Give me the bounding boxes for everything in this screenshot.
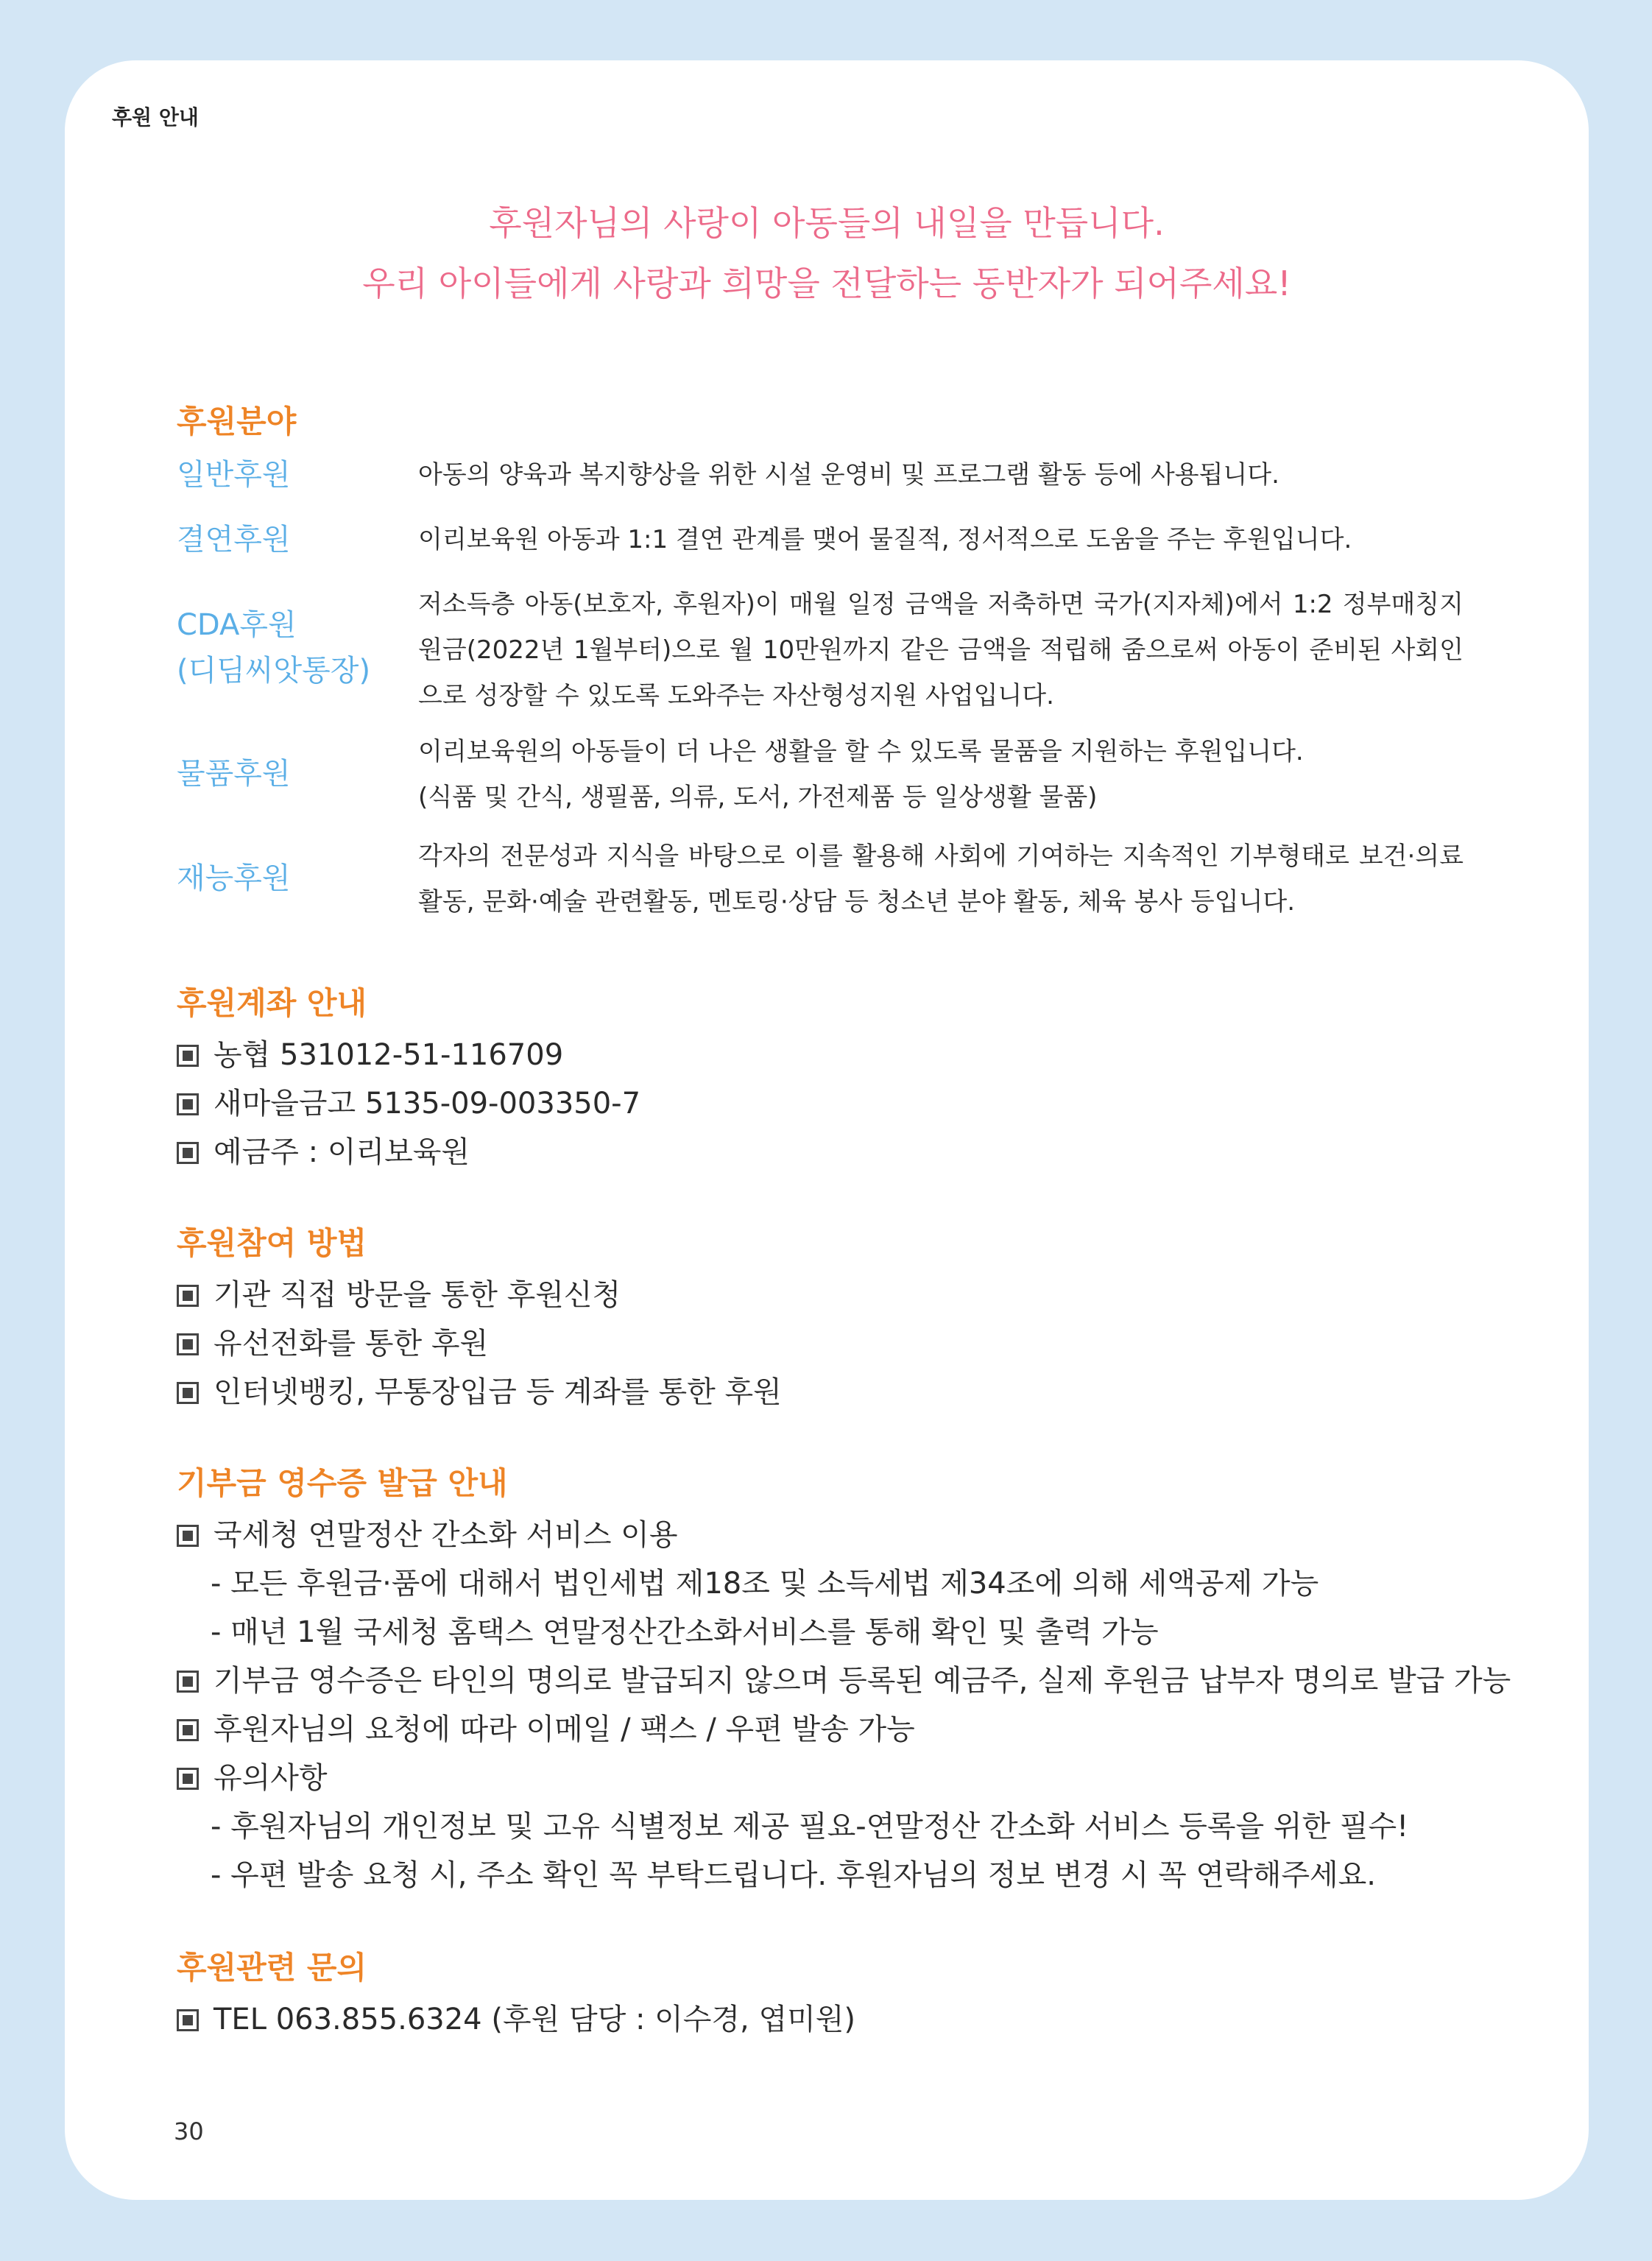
list-item [177,1995,855,2044]
field-desc-cda: 저소득층 아동(보호자, 후원자)이 매월 일정 금액을 저축하면 국가(지자체)에서 1:2 정부매칭지원금(2022년 1월부터)으로 월 10만원까지 같은 금액을 적립해 줌으로써 아동이 준비된 사회인으로 성장할 수 있도록 도와주는 자산형성지원 사업입니다. [418,590,1464,710]
field-term-cda-line-1: CDA후원 [177,608,297,642]
square-bullet-icon [177,1333,199,1355]
list-item [177,1705,915,1754]
receipt-sub-item: - 우편 발송 요청 시, 주소 확인 꼭 부탁드립니다. 후원자님의 정보 변경 시 꼭 연락해주세요. [211,1858,1376,1892]
field-desc-sponsorship: 이리보육원 아동과 1:1 결연 관계를 맺어 물질적, 정서적으로 도움을 주는 후원입니다. [418,525,1352,554]
receipt-sub-item: - 모든 후원금·품에 대해서 법인세법 제18조 및 소득세법 제34조에 의해 세액공제 가능 [211,1567,1319,1601]
field-desc-goods-line-2: (식품 및 간식, 생필품, 의류, 도서, 가전제품 등 일상생활 물품) [418,783,1098,812]
headline-line-1: 후원자님의 사랑이 아동들의 내일을 만듭니다. [489,203,1165,243]
section-title-participation: 후원참여 방법 [177,1225,367,1261]
square-bullet-icon [177,1142,199,1164]
section-title-inquiry: 후원관련 문의 [177,1950,367,1986]
section-title-receipt: 기부금 영수증 발급 안내 [177,1465,508,1501]
header-label: 후원 안내 [112,105,199,130]
field-term-goods: 물품후원 [177,757,291,791]
page-number: 30 [174,2117,204,2145]
participation-visit: 기관 직접 방문을 통한 후원신청 [213,1278,621,1312]
list-item [177,1511,677,1559]
list-item [177,1368,782,1417]
list-item [177,1754,328,1802]
list-item [177,1657,1511,1705]
square-bullet-icon [177,1671,199,1693]
list-item [177,1031,563,1079]
square-bullet-icon [177,1719,199,1741]
receipt-item-delivery: 후원자님의 요청에 따라 이메일 / 팩스 / 우편 발송 가능 [213,1712,915,1746]
field-term-general: 일반후원 [177,458,291,492]
list-item [177,1319,488,1368]
participation-banking: 인터넷뱅킹, 무통장입금 등 계좌를 통한 후원 [213,1375,782,1409]
field-term-cda-line-2: (디딤씨앗통장) [177,654,371,688]
field-term-talent: 재능후원 [177,861,291,895]
square-bullet-icon [177,1045,199,1067]
account-nh: 농협 531012-51-116709 [213,1038,564,1072]
receipt-item-name: 기부금 영수증은 타인의 명의로 발급되지 않으며 등록된 예금주, 실제 후원금 납부자 명의로 발급 가능 [213,1664,1511,1698]
account-mg: 새마을금고 5135-09-003350-7 [213,1087,641,1121]
square-bullet-icon [177,1382,199,1404]
inquiry-tel: TEL 063.855.6324 (후원 담당 : 이수경, 엽미원) [213,2003,856,2036]
section-title-account: 후원계좌 안내 [177,985,367,1021]
list-item [177,1079,640,1128]
field-desc-goods-line-1: 이리보육원의 아동들이 더 나은 생활을 할 수 있도록 물품을 지원하는 후원입니다. [418,737,1304,766]
receipt-item-notes: 유의사항 [213,1761,328,1795]
square-bullet-icon [177,1285,199,1307]
headline-line-2: 우리 아이들에게 사랑과 희망을 전달하는 동반자가 되어주세요! [362,264,1291,303]
receipt-item-nts: 국세청 연말정산 간소화 서비스 이용 [213,1518,678,1552]
account-holder: 예금주 : 이리보육원 [213,1135,470,1169]
field-desc-general: 아동의 양육과 복지향상을 위한 시설 운영비 및 프로그램 활동 등에 사용됩니다. [418,460,1279,490]
square-bullet-icon [177,1093,199,1115]
square-bullet-icon [177,2009,199,2031]
section-title-fields: 후원분야 [177,403,297,440]
participation-phone: 유선전화를 통한 후원 [213,1327,489,1361]
list-item [177,1271,621,1319]
square-bullet-icon [177,1768,199,1790]
list-item [177,1128,470,1177]
headline [65,193,1589,314]
field-term-sponsorship: 결연후원 [177,523,291,557]
field-term-cda [177,602,398,694]
field-desc-talent: 각자의 전문성과 지식을 바탕으로 이를 활용해 사회에 기여하는 지속적인 기부형태로 보건·의료 활동, 문화·예술 관련활동, 멘토링·상담 등 청소년 분야 활동, 체육 봉사 등입니다. [418,842,1464,917]
receipt-sub-item: - 후원자님의 개인정보 및 고유 식별정보 제공 필요-연말정산 간소화 서비스 등록을 위한 필수! [211,1810,1409,1844]
square-bullet-icon [177,1525,199,1547]
receipt-sub-item: - 매년 1월 국세청 홈택스 연말정산간소화서비스를 통해 확인 및 출력 가능 [211,1615,1159,1649]
